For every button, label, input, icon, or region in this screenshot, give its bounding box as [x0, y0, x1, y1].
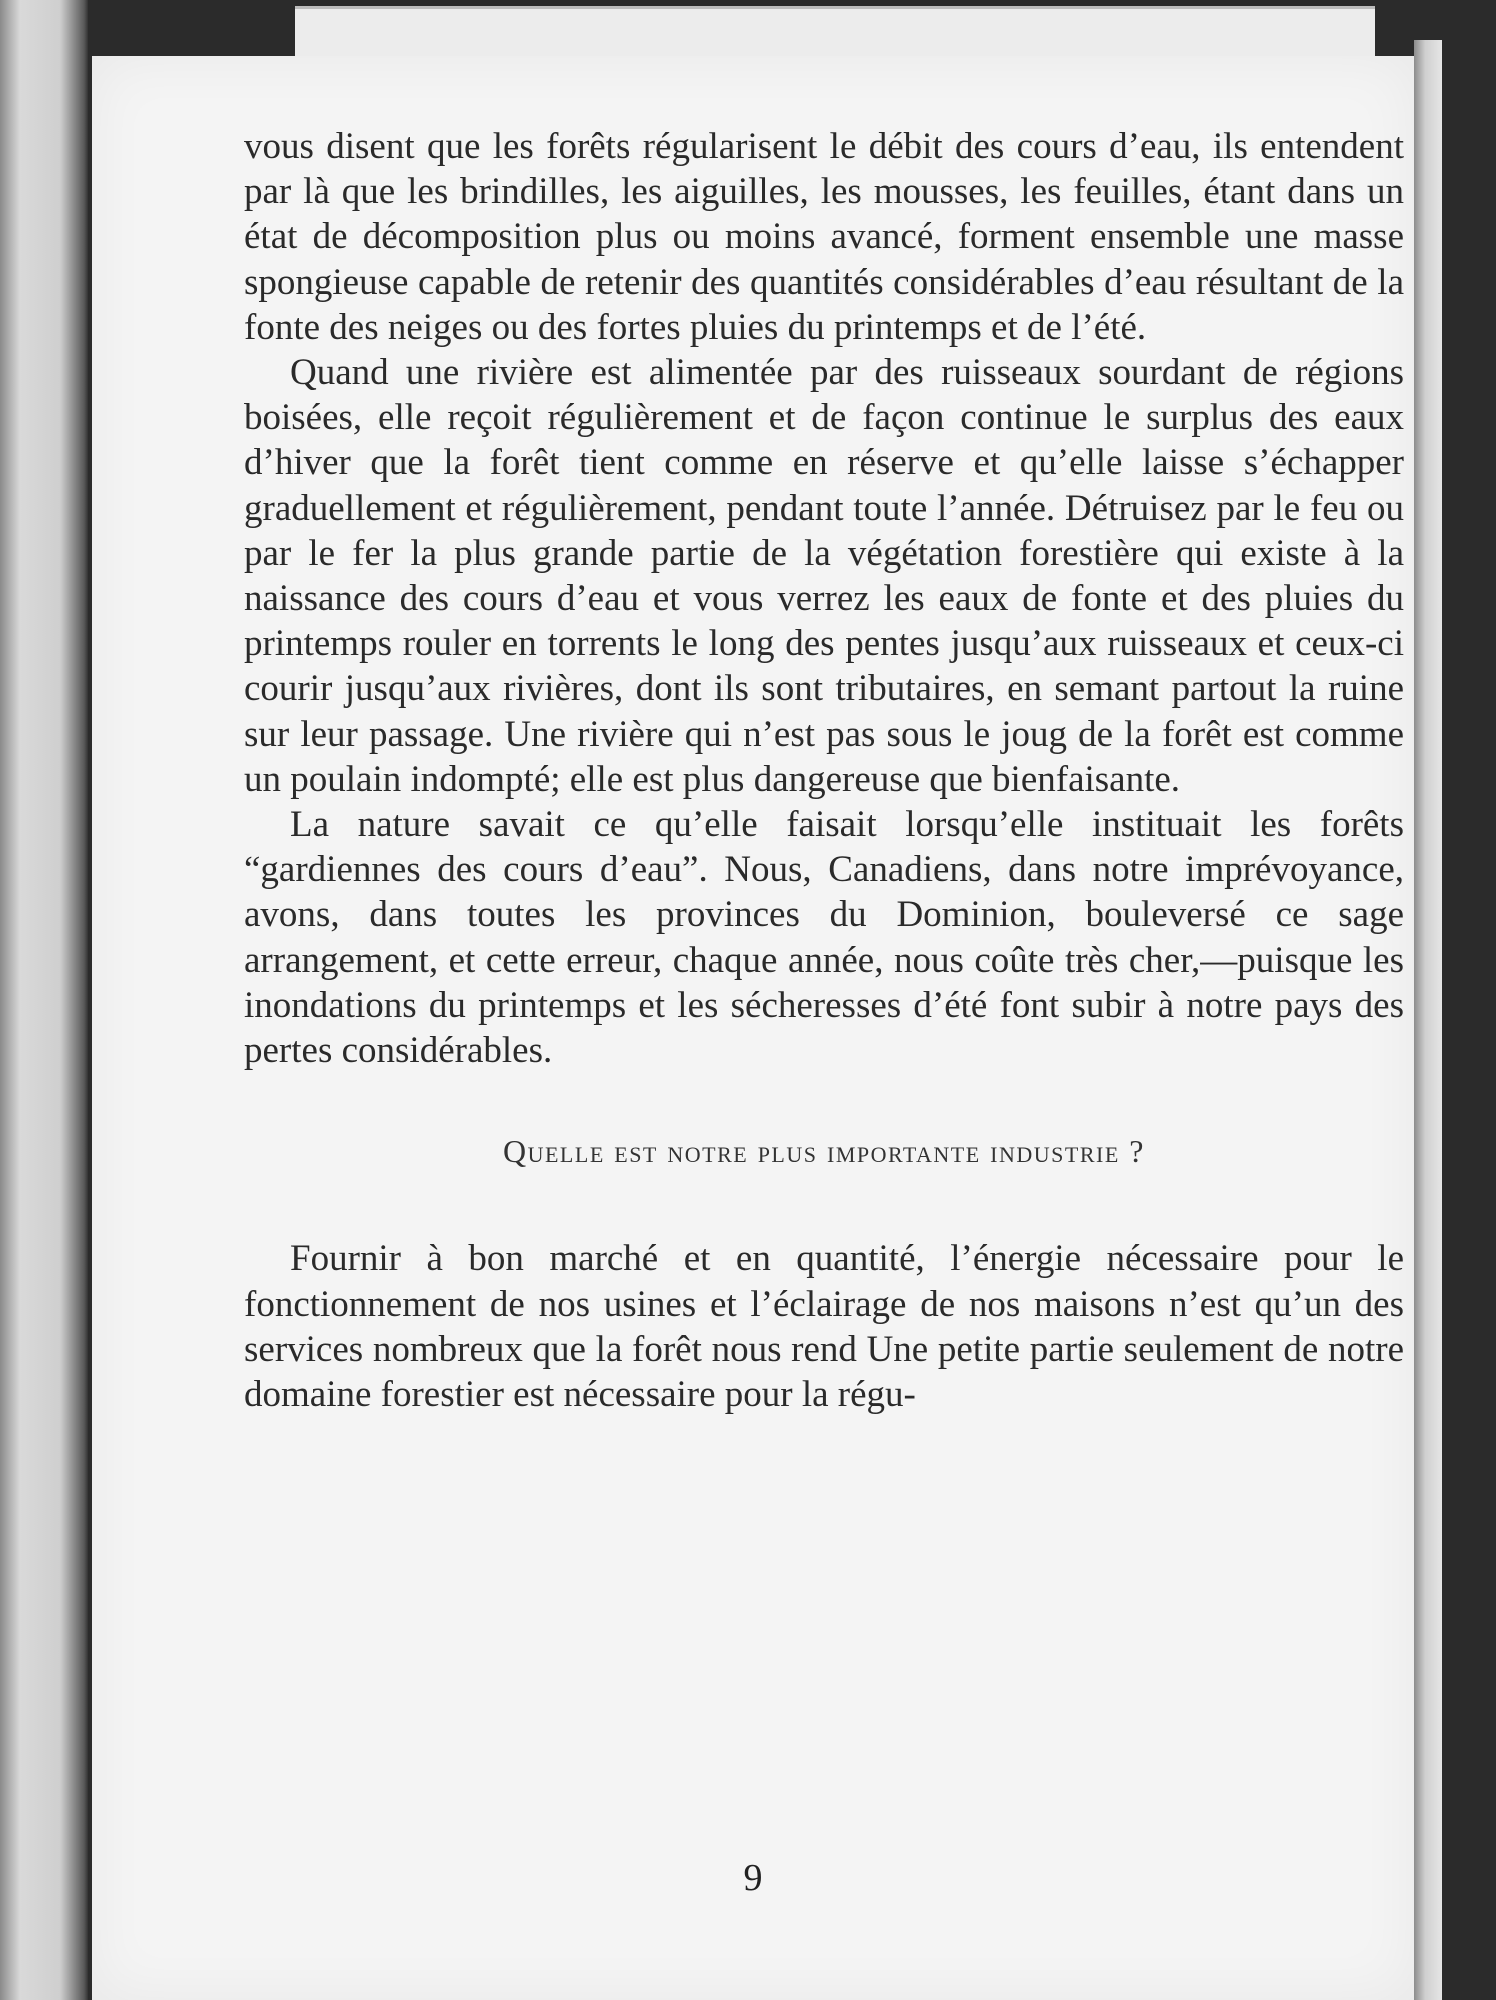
page-right-edge [1414, 40, 1442, 2000]
adjacent-page-edge [0, 0, 88, 2000]
document-page [92, 56, 1414, 2000]
paragraph-nature: La nature savait ce qu’elle faisait lorsqu’elle instituait les forêts “gardiennes des cours d’eau”. Nous, Canadiens, dans notre imprévoyance, avons, dans toutes les provinces du Dominion, bouleversé ce sage arrangement, et cette erreur, chaque année, nous coûte très cher,—puisque les inondations du printemps et les sécheresses d’été font subir à notre pays des pertes considérables. [244, 804, 1404, 1072]
section-heading: Quelle est notre plus importante industrie ? [503, 1133, 1145, 1170]
paragraph-continuation: vous disent que les forêts régularisent le débit des cours d’eau, ils entendent par là que les brindilles, les aiguilles, les mousses, les feuilles, étant dans un état de décomposition plus ou moins avancé, forment ensemble une masse spongieuse capable de retenir des quantités considérables d’eau résultant de la fonte des neiges ou des fortes pluies du printemps et de l’été. [244, 126, 1404, 348]
paragraph-rivers: Quand une rivière est alimentée par des ruisseaux sourdant de régions boisées, elle reçoit régulièrement et de façon continue le surplus des eaux d’hiver que la forêt tient comme en réserve et qu’elle laisse s’échapper graduellement et régulièrement, pendant toute l’année. Détruisez par le feu ou par le fer la plus grande partie de la végétation forestière qui existe à la naissance des cours d’eau et vous verrez les eaux de fonte et des pluies du printemps rouler en torrents le long des pentes jusqu’aux ruisseaux et ceux-ci courir jusqu’aux rivières, dont ils sont tributaires, en semant partout la ruine sur leur passage. Une rivière qui n’est pas sous le joug de la forêt est comme un poulain indompté; elle est plus dangereuse que bienfaisante. [244, 352, 1404, 800]
paragraph-energy: Fournir à bon marché et en quantité, l’énergie nécessaire pour le fonctionnement de nos usines et l’éclairage de nos maisons n’est qu’un des services nombreux que la forêt nous rend Une petite partie seulement de notre domaine forestier est nécessaire pour la régu- [244, 1238, 1404, 1416]
body-text [244, 124, 1404, 1417]
page-number: 9 [743, 1857, 763, 1899]
